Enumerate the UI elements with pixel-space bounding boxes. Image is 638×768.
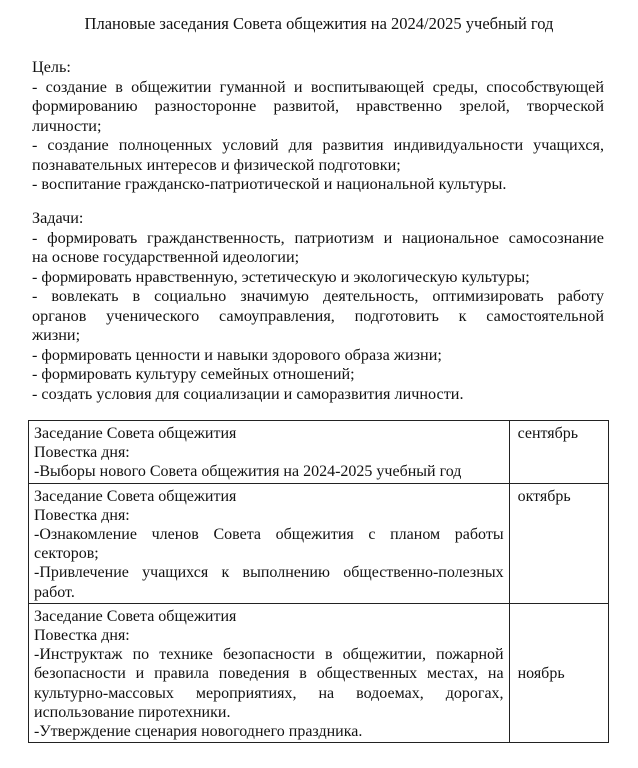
task-line: - создать условия для социализации и саморазвития личности. [32,384,464,403]
task-line: - формировать культуру семейных отношений; [32,365,355,383]
agenda-line: безопасности и правила поведения в общественных местах, на [34,665,504,683]
agenda-line: -Инструктаж по технике безопасности в общежитии, пожарной [34,646,504,664]
goal-heading: Цель: [32,58,71,76]
meeting-month-cell: октябрь [509,483,608,603]
meeting-agenda-cell [29,483,510,603]
goal-line: - воспитание гражданско-патриотической и национальной культуры. [32,175,507,193]
task-line: органов ученического самоуправления, подготовить к самостоятельной [32,306,604,325]
task-line: жизни; [32,326,81,344]
goal-section [32,58,604,195]
agenda-line: Заседание Совета общежития [34,487,237,505]
task-line: - формировать гражданственность, патриотизм и национальное самосознание [32,228,604,247]
goal-line: познавательных интересов и физической подготовки; [32,155,401,174]
goal-line: - создание в общежитии гуманной и воспитывающей среды, способствующей [32,77,604,96]
meeting-month-cell: сентябрь [509,421,608,484]
meetings-table [28,420,609,743]
agenda-line: Повестка дня: [34,506,130,524]
table-row [29,483,609,603]
task-line: - вовлекать в социально значимую деятельность, оптимизировать работу [32,287,604,305]
meeting-month-label: ноябрь [517,664,565,682]
meeting-agenda-cell [29,603,510,742]
task-line: - формировать ценности и навыки здорового образа жизни; [32,345,442,364]
table-row [29,421,609,484]
goal-line: - создание полноценных условий для развития индивидуальности учащихся, [32,136,604,154]
meeting-month-cell [509,603,608,742]
agenda-line: Заседание Совета общежития [34,607,237,625]
task-line: на основе государственной идеологии; [32,248,300,266]
meeting-agenda-cell [29,421,510,484]
task-line: - формировать нравственную, эстетическую и экологическую культуры; [32,267,530,286]
agenda-line: -Ознакомление членов Совета общежития с планом работы [34,526,504,544]
document-title: Плановые заседания Совета общежития на 2024/2025 учебный год [84,14,554,33]
agenda-line: -Привлечение учащихся к выполнению общественно-полезных [34,564,504,582]
agenda-line: культурно-массовых мероприятиях, на водоемах, дорогах, [34,684,504,702]
agenda-line: Повестка дня: [34,444,130,462]
agenda-line: -Утверждение сценария новогоднего праздника. [34,723,363,741]
goal-line: личности; [32,116,102,135]
agenda-line: использование пиротехники. [34,703,231,721]
tasks-heading: Задачи: [32,209,84,227]
agenda-line: секторов; [34,545,99,563]
table-row [29,603,609,742]
goal-line: формированию разносторонне развитой, нравственно зрелой, творческой [32,97,604,115]
agenda-line: работ. [34,583,75,601]
tasks-section [32,209,604,404]
agenda-line: Повестка дня: [34,627,130,645]
agenda-line: Заседание Совета общежития [34,425,237,442]
agenda-line: -Выборы нового Совета общежития на 2024-2025 учебный год [34,463,462,481]
